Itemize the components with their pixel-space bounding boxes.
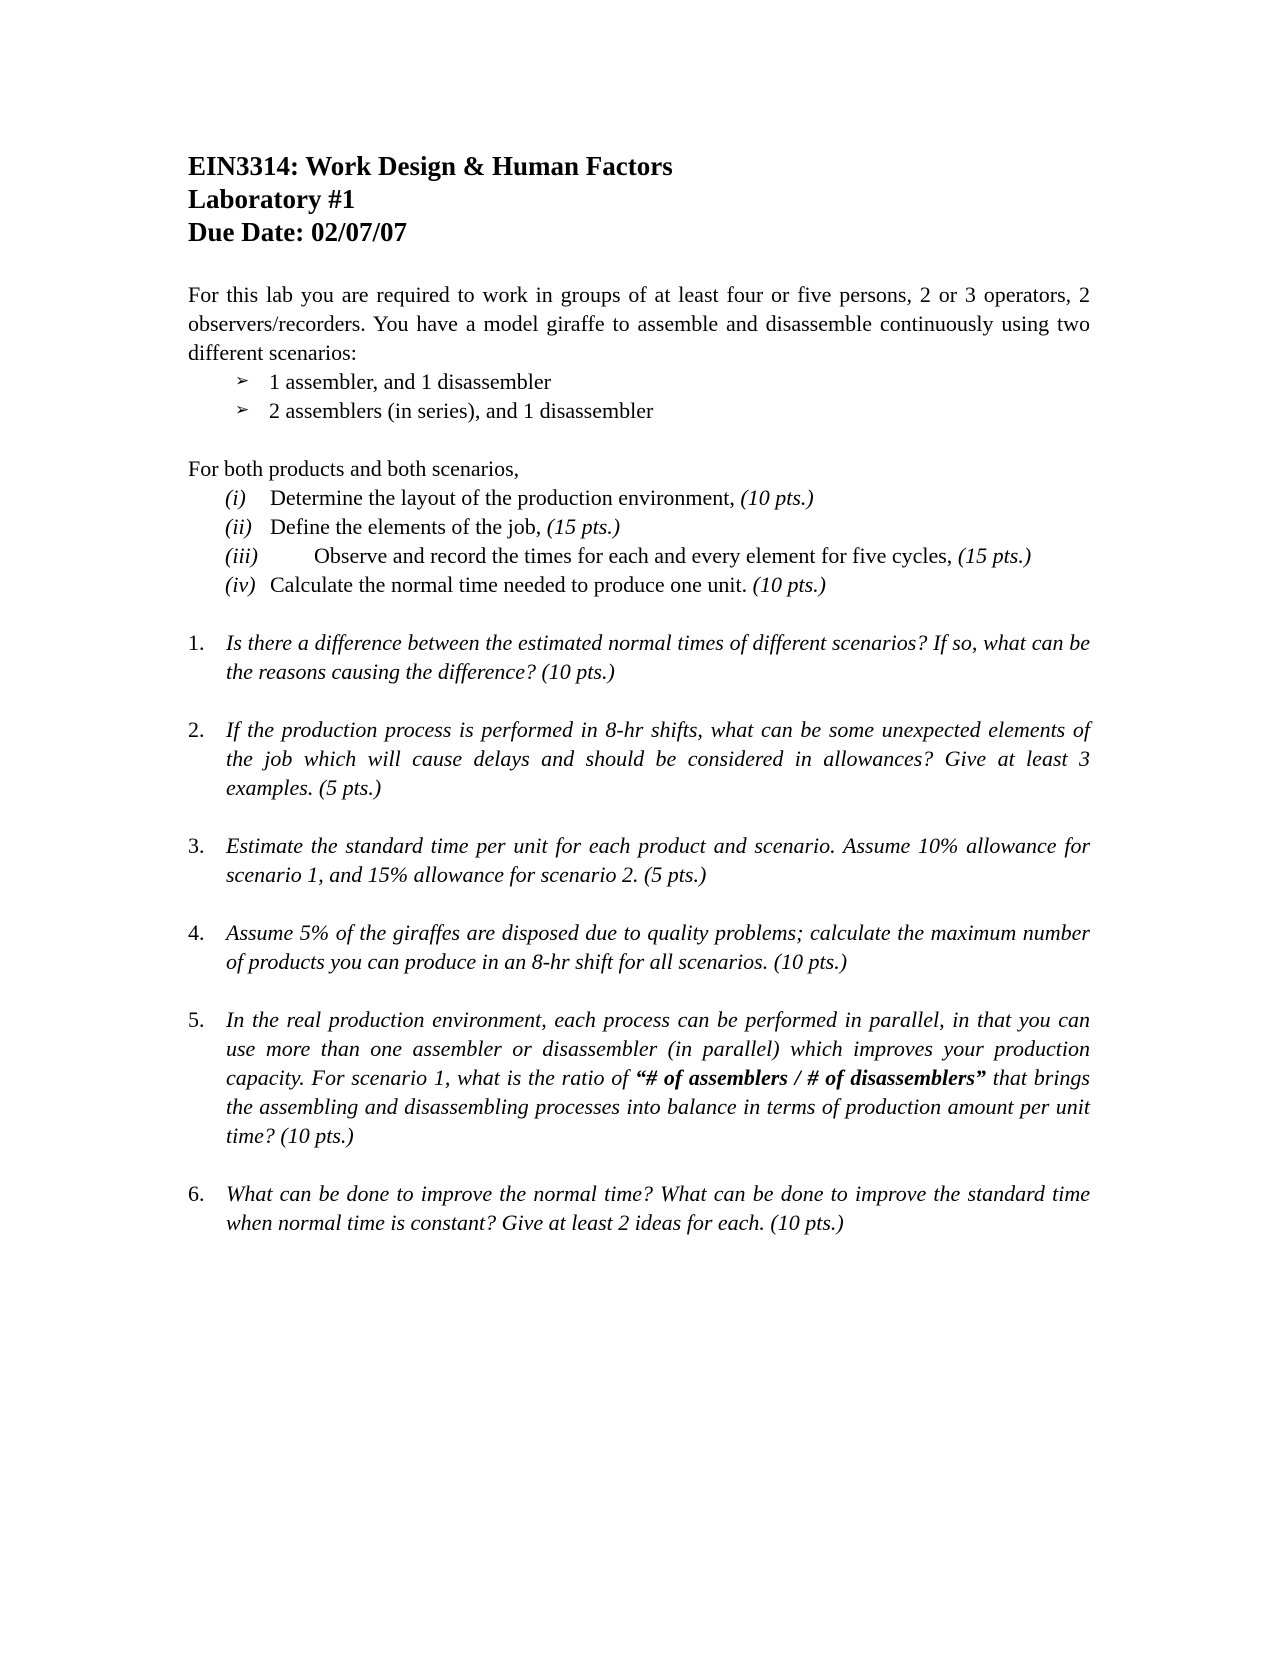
list-item	[188, 367, 1090, 396]
list-item	[188, 1179, 1090, 1237]
task-list	[188, 483, 1090, 599]
task-text: Define the elements of the job,	[270, 514, 542, 539]
document-header	[188, 150, 1090, 249]
task-text: Determine the layout of the production environment,	[270, 485, 735, 510]
scenario-text: 1 assembler, and 1 disassembler	[269, 369, 551, 394]
list-item	[188, 483, 1090, 512]
question-number: 5.	[188, 1007, 205, 1032]
list-item	[188, 570, 1090, 599]
question-number: 3.	[188, 833, 205, 858]
task-numeral: (iv)	[225, 572, 256, 597]
arrow-bullet-icon: ➢	[235, 400, 250, 420]
question-number: 1.	[188, 630, 205, 655]
question-text: Estimate the standard time per unit for each product and scenario. Assume 10% allowance for scenario 1, and 15% allowance for scenario 2. (5 pts.)	[226, 833, 1090, 887]
task-text: Calculate the normal time needed to produce one unit.	[270, 572, 748, 597]
course-title: EIN3314: Work Design & Human Factors	[188, 151, 673, 181]
list-item	[188, 715, 1090, 802]
task-points: (15 pts.)	[546, 514, 621, 539]
list-item	[188, 396, 1090, 425]
arrow-bullet-icon: ➢	[235, 371, 250, 391]
task-points: (15 pts.)	[957, 543, 1032, 568]
list-item	[188, 918, 1090, 976]
list-item	[188, 831, 1090, 889]
task-points: (10 pts.)	[740, 485, 814, 510]
list-item	[188, 512, 1090, 541]
task-text: Observe and record the times for each and every element for five cycles,	[314, 543, 953, 568]
lab-title: Laboratory #1	[188, 184, 356, 214]
question-list	[188, 628, 1090, 1237]
list-item	[188, 541, 1090, 570]
scenario-text: 2 assemblers (in series), and 1 disassembler	[269, 398, 654, 423]
list-item	[188, 1005, 1090, 1150]
document-page	[188, 150, 1090, 1266]
question-text: In the real production environment, each process can be performed in parallel, in that you can use more than one assembler or disassembler (in parallel) which improves your production capacity. For scenario 1, what is the ratio of	[226, 1007, 1090, 1090]
question-text: If the production process is performed in 8-hr shifts, what can be some unexpected elements of the job which will cause delays and should be considered in allowances? Give at least 3 examples. (5 pts.)	[226, 717, 1090, 800]
question-number: 4.	[188, 920, 205, 945]
question-text: What can be done to improve the normal time? What can be done to improve the standard time when normal time is constant? Give at least 2 ideas for each. (10 pts.)	[226, 1181, 1090, 1235]
question-text: that brings the assembling and disassembling processes into balance in terms of production amount per unit time? (10 pts.)	[226, 1065, 1090, 1148]
task-numeral: (i)	[225, 485, 246, 510]
question-emphasis: “# of assemblers / # of disassemblers”	[635, 1065, 987, 1090]
task-numeral: (ii)	[225, 514, 252, 539]
tasks-lead: For both products and both scenarios,	[188, 456, 520, 481]
question-text: Is there a difference between the estimated normal times of different scenarios? If so, what can be the reasons causing the difference? (10 pts.)	[226, 630, 1090, 684]
question-number: 6.	[188, 1181, 205, 1206]
task-points: (10 pts.)	[752, 572, 826, 597]
list-item	[188, 628, 1090, 686]
question-number: 2.	[188, 717, 205, 742]
due-date: Due Date: 02/07/07	[188, 217, 407, 247]
task-numeral: (iii)	[225, 543, 258, 568]
scenario-list	[188, 367, 1090, 425]
question-text: Assume 5% of the giraffes are disposed due to quality problems; calculate the maximum number of products you can produce in an 8-hr shift for all scenarios. (10 pts.)	[226, 920, 1090, 974]
intro-paragraph: For this lab you are required to work in groups of at least four or five persons, 2 or 3 operators, 2 observers/recorders. You have a model giraffe to assemble and disassemble continuously using two different scenarios:	[188, 282, 1090, 365]
